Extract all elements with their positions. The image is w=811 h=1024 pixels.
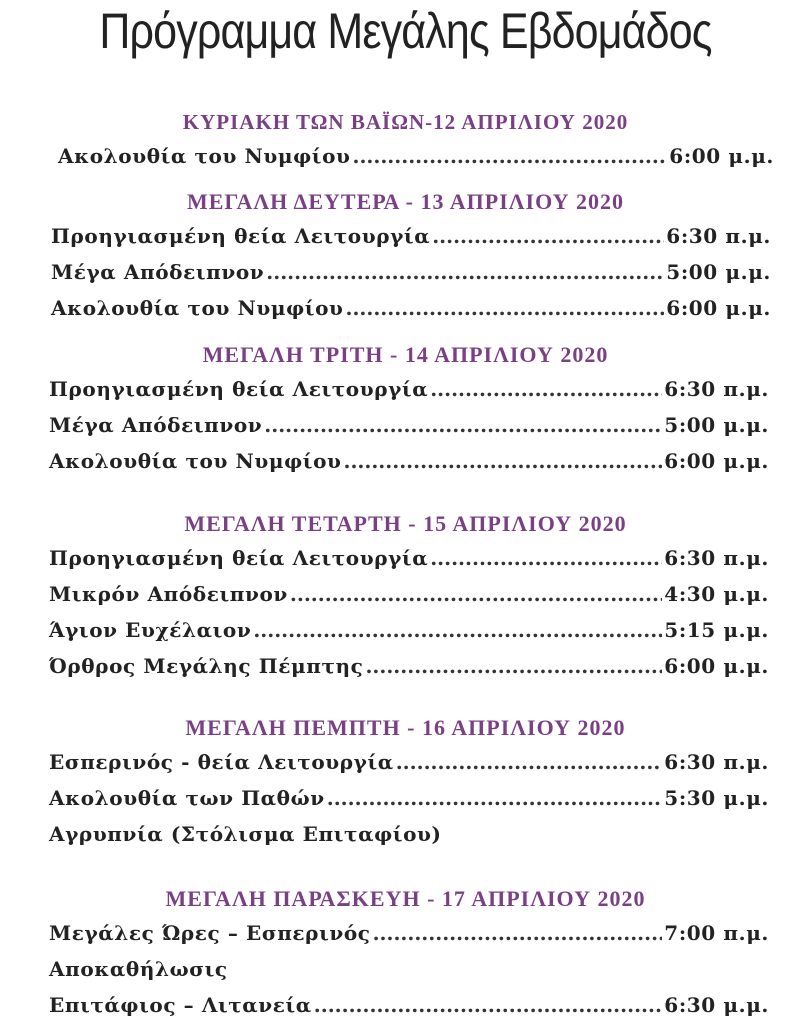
service-row	[49, 648, 769, 684]
service-row	[49, 816, 769, 852]
leader-dots	[396, 744, 663, 780]
service-time: 6:30 π.μ.	[664, 546, 769, 570]
leader-dots	[430, 540, 662, 576]
service-time: 6:30 π.μ.	[666, 224, 771, 248]
service-time: 6:00 μ.μ.	[669, 144, 774, 168]
service-row	[49, 612, 769, 648]
service-time: 5:30 μ.μ.	[664, 786, 769, 810]
day-heading: ΜΕΓΑΛΗ ΠΕΜΠΤΗ - 16 ΑΠΡΙΛΙΟΥ 2020	[185, 715, 626, 740]
service-row	[51, 254, 771, 290]
service-row	[49, 915, 769, 951]
day-section-good-friday	[0, 883, 811, 1023]
day-section-holy-wednesday	[0, 508, 811, 684]
service-row	[49, 987, 769, 1023]
service-name: Μεγάλες Ώρες – Εσπερινός	[49, 921, 371, 945]
day-section-palm-sunday	[0, 106, 811, 174]
service-time: 6:00 μ.μ.	[664, 449, 769, 473]
service-time: 4:30 μ.μ.	[664, 582, 769, 606]
service-time: 6:30 μ.μ.	[664, 993, 769, 1017]
leader-dots	[373, 915, 663, 951]
service-name: Ακολουθία των Παθών	[49, 786, 325, 810]
service-name: Αποκαθήλωσις	[49, 957, 228, 981]
service-name: Προηγιασμένη θεία Λειτουργία	[49, 377, 429, 401]
leader-dots	[264, 407, 662, 443]
service-row	[49, 780, 769, 816]
day-heading: ΜΕΓΑΛΗ ΔΕΥΤΕΡΑ - 13 ΑΠΡΙΛΙΟΥ 2020	[186, 189, 625, 214]
service-row	[49, 443, 769, 479]
service-time: 5:15 μ.μ.	[664, 618, 769, 642]
service-time: 6:00 μ.μ.	[664, 654, 769, 678]
service-name: Ακολουθία του Νυμφίου	[51, 296, 344, 320]
service-row	[49, 951, 769, 987]
service-name: Προηγιασμένη θεία Λειτουργία	[49, 546, 429, 570]
service-name: Μέγα Απόδειπνον	[49, 413, 263, 437]
service-name: Ακολουθία του Νυμφίου	[49, 449, 342, 473]
service-name: Επιτάφιος – Λιτανεία	[49, 993, 312, 1017]
service-name: Μικρόν Απόδειπνον	[49, 582, 288, 606]
leader-dots	[345, 290, 664, 326]
service-row	[49, 540, 769, 576]
day-heading: ΜΕΓΑΛΗ ΤΕΤΑΡΤΗ - 15 ΑΠΡΙΛΙΟΥ 2020	[184, 511, 627, 536]
service-time: 7:00 π.μ.	[664, 921, 769, 945]
day-section-holy-monday	[0, 186, 811, 326]
service-name: Προηγιασμένη θεία Λειτουργία	[51, 224, 431, 248]
leader-dots	[290, 576, 662, 612]
service-row	[51, 218, 771, 254]
service-time: 6:00 μ.μ.	[666, 296, 771, 320]
service-row	[58, 138, 774, 174]
service-name: Ακολουθία του Νυμφίου	[58, 144, 351, 168]
service-name: Όρθρος Μεγάλης Πέμπτης	[49, 654, 364, 678]
day-section-holy-thursday	[0, 712, 811, 852]
leader-dots	[343, 443, 662, 479]
service-name: Αγρυπνία (Στόλισμα Επιταφίου)	[49, 822, 442, 846]
leader-dots	[432, 218, 664, 254]
day-heading: ΚΥΡΙΑΚΗ ΤΩΝ ΒΑΪΩΝ-12 ΑΠΡΙΛΙΟΥ 2020	[182, 110, 629, 134]
service-time: 6:30 π.μ.	[664, 377, 769, 401]
page-title: Πρόγραμμα Μεγάλης Εβδομάδος	[99, 3, 712, 59]
service-row	[49, 371, 769, 407]
leader-dots	[365, 648, 662, 684]
service-name: Εσπερινός - θεία Λειτουργία	[49, 750, 394, 774]
service-name: Άγιον Ευχέλαιον	[49, 618, 252, 642]
leader-dots	[352, 138, 667, 174]
service-row	[49, 407, 769, 443]
leader-dots	[327, 780, 663, 816]
day-heading: ΜΕΓΑΛΗ ΤΡΙΤΗ - 14 ΑΠΡΙΛΙΟΥ 2020	[202, 342, 609, 367]
service-name: Μέγα Απόδειπνον	[51, 260, 265, 284]
service-time: 5:00 μ.μ.	[664, 413, 769, 437]
service-time: 6:30 π.μ.	[664, 750, 769, 774]
leader-dots	[430, 371, 662, 407]
service-row	[51, 290, 771, 326]
service-time: 5:00 μ.μ.	[666, 260, 771, 284]
leader-dots	[266, 254, 664, 290]
service-row	[49, 576, 769, 612]
day-heading: ΜΕΓΑΛΗ ΠΑΡΑΣΚΕΥΗ - 17 ΑΠΡΙΛΙΟΥ 2020	[165, 886, 646, 911]
service-row	[49, 744, 769, 780]
day-section-holy-tuesday	[0, 339, 811, 479]
leader-dots	[253, 612, 662, 648]
leader-dots	[314, 987, 663, 1023]
